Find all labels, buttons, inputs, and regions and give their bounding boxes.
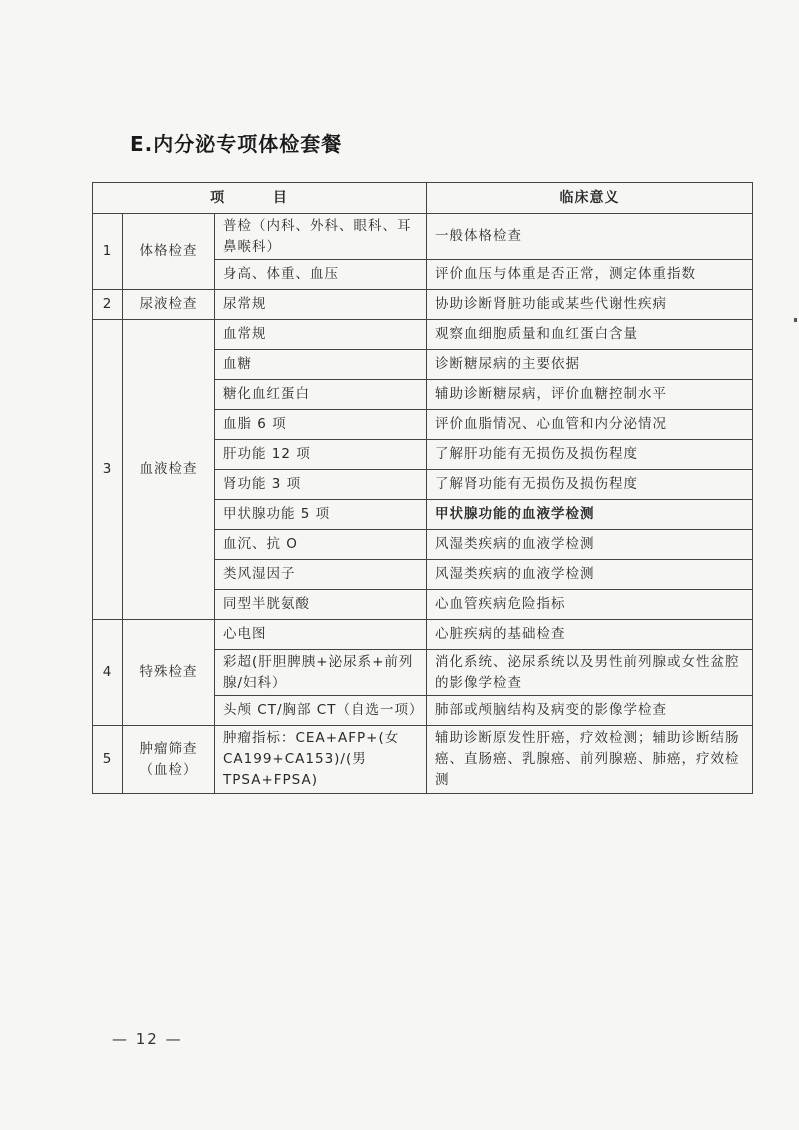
meaning-cell: 诊断糖尿病的主要依据 [427,350,753,380]
meaning-cell: 甲状腺功能的血液学检测 [427,500,753,530]
item-cell: 普检（内科、外科、眼科、耳鼻喉科） [215,214,427,260]
meaning-cell: 心血管疾病危险指标 [427,590,753,620]
meaning-cell: 评价血脂情况、心血管和内分泌情况 [427,410,753,440]
group-category: 体格检查 [123,214,215,290]
meaning-cell: 了解肝功能有无损伤及损伤程度 [427,440,753,470]
meaning-cell: 肺部或颅脑结构及病变的影像学检查 [427,696,753,726]
meaning-cell: 一般体格检查 [427,214,753,260]
meaning-cell: 评价血压与体重是否正常，测定体重指数 [427,260,753,290]
item-cell: 心电图 [215,620,427,650]
item-cell: 甲状腺功能 5 项 [215,500,427,530]
group-category: 血液检查 [123,320,215,620]
item-cell: 肿瘤指标：CEA+AFP+(女 CA199+CA153)/(男 TPSA+FPSA) [215,726,427,794]
exam-package-table [92,182,753,794]
item-cell: 糖化血红蛋白 [215,380,427,410]
table-row [93,290,753,320]
table-row [93,620,753,650]
item-cell: 尿常规 [215,290,427,320]
item-cell: 类风湿因子 [215,560,427,590]
item-cell: 血脂 6 项 [215,410,427,440]
item-cell: 同型半胱氨酸 [215,590,427,620]
item-cell: 身高、体重、血压 [215,260,427,290]
item-cell: 肾功能 3 项 [215,470,427,500]
table-header-row [93,183,753,214]
group-number: 1 [93,214,123,290]
meaning-cell: 风湿类疾病的血液学检测 [427,560,753,590]
page-title: E.内分泌专项体检套餐 [130,132,343,156]
group-category: 肿瘤筛查（血检） [123,726,215,794]
meaning-cell: 协助诊断肾脏功能或某些代谢性疾病 [427,290,753,320]
meaning-cell: 辅助诊断糖尿病，评价血糖控制水平 [427,380,753,410]
group-number: 3 [93,320,123,620]
item-cell: 彩超(肝胆脾胰+泌尿系+前列腺/妇科） [215,650,427,696]
page-number: — 12 — [112,1030,183,1048]
header-item: 项 目 [93,183,427,214]
header-meaning: 临床意义 [427,183,753,214]
meaning-cell: 了解肾功能有无损伤及损伤程度 [427,470,753,500]
group-category: 特殊检查 [123,620,215,726]
table-row [93,320,753,350]
meaning-cell: 风湿类疾病的血液学检测 [427,530,753,560]
item-cell: 头颅 CT/胸部 CT（自选一项） [215,696,427,726]
group-number: 5 [93,726,123,794]
group-category: 尿液检查 [123,290,215,320]
group-number: 2 [93,290,123,320]
item-cell: 血沉、抗 O [215,530,427,560]
meaning-cell: 消化系统、泌尿系统以及男性前列腺或女性盆腔的影像学检查 [427,650,753,696]
scan-mark [794,318,797,322]
meaning-cell: 心脏疾病的基础检查 [427,620,753,650]
table-row [93,214,753,260]
meaning-cell: 辅助诊断原发性肝癌，疗效检测；辅助诊断结肠癌、直肠癌、乳腺癌、前列腺癌、肺癌，疗效检测 [427,726,753,794]
item-cell: 血常规 [215,320,427,350]
group-number: 4 [93,620,123,726]
item-cell: 血糖 [215,350,427,380]
meaning-cell: 观察血细胞质量和血红蛋白含量 [427,320,753,350]
table-row [93,726,753,794]
item-cell: 肝功能 12 项 [215,440,427,470]
